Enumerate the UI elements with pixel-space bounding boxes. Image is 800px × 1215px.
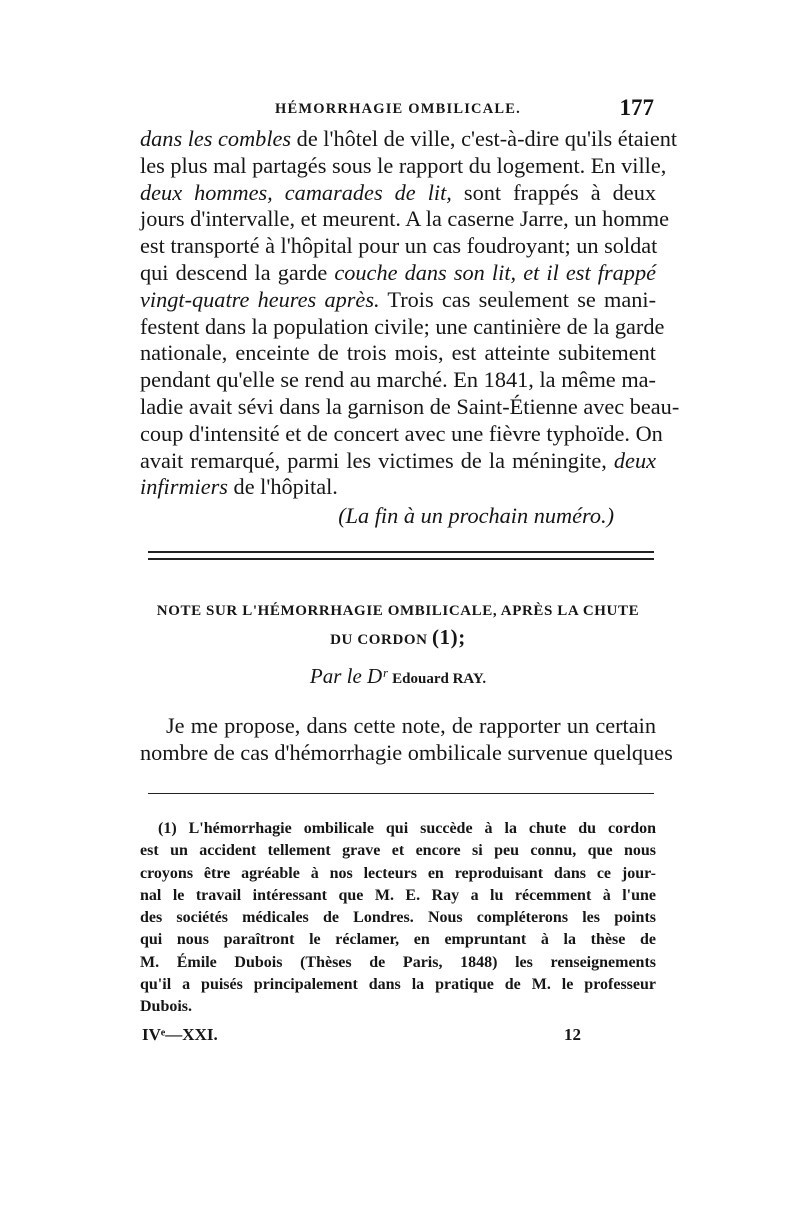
italic-phrase: vingt-quatre heures après. — [140, 286, 380, 312]
page-footer — [140, 1025, 656, 1055]
body-line — [140, 420, 663, 448]
signature-mark: IVᵉ—XXI. — [142, 1025, 218, 1044]
text-run: sont frappés à deux — [451, 179, 656, 205]
body-paragraph — [140, 126, 680, 501]
article-title-line-2 — [140, 624, 656, 653]
article-title-line-2-text: DU CORDON — [330, 632, 428, 648]
section-divider — [148, 551, 654, 560]
text-run: festent dans la population civile; une cantinière de la garde — [140, 313, 665, 339]
footnote-line: des sociétés médicales de Londres. Nous compléterons les points — [140, 909, 656, 927]
italic-phrase: dans les combles — [140, 126, 292, 151]
author-name: Edouard RAY. — [392, 671, 487, 687]
body-line — [140, 313, 665, 341]
page-number: 177 — [619, 95, 654, 120]
text-run: les plus mal partagés sous le rapport du logement. En ville, — [140, 152, 667, 178]
footnote-line: est un accident tellement grave et encore si peu connu, que nous — [140, 842, 656, 860]
footnote-reference: (1); — [431, 625, 466, 649]
intro-line: Je me propose, dans cette note, de rapporter un certain — [166, 713, 656, 738]
footnote-divider — [148, 793, 654, 794]
body-line — [140, 287, 656, 314]
text-run: nationale, enceinte de trois mois, est atteinte subitement — [140, 340, 656, 366]
running-head — [140, 95, 656, 125]
sheet-number: 12 — [564, 1025, 581, 1044]
text-run: de l'hôpital. — [227, 474, 338, 500]
footnote-line: Dubois. — [140, 998, 193, 1016]
body-line — [140, 260, 656, 287]
text-run: ladie avait sévi dans la garnison de Saint-Étienne avec beau- — [140, 393, 680, 419]
body-line — [140, 233, 656, 260]
footnote-line: qui nous paraîtront le réclamer, en empruntant à la thèse de — [140, 931, 656, 949]
article-title — [140, 598, 656, 653]
article-intro — [140, 712, 673, 766]
footnote-line: croyons être agréable à nos lecteurs en reproduisant dans ce jour- — [140, 864, 656, 882]
body-line — [140, 393, 680, 421]
footnote-line: (1) L'hémorrhagie ombilicale qui succède à la chute du cordon — [158, 820, 656, 837]
body-line — [140, 126, 678, 153]
footnote-line: qu'il a puisés principalement dans la pratique de M. le professeur — [140, 976, 656, 994]
byline-prefix: Par le Dʳ — [309, 664, 387, 688]
running-head-title: HÉMORRHAGIE OMBILICALE. — [275, 101, 521, 117]
text-run: jours d'intervalle, et meurent. A la caserne Jarre, un homme — [140, 206, 670, 232]
body-line — [140, 367, 656, 394]
body-line — [140, 152, 667, 180]
article-title-line-1: NOTE SUR L'HÉMORRHAGIE OMBILICALE, APRÈS LA CHUTE — [156, 603, 640, 619]
text-run: Trois cas seulement se mani- — [379, 286, 657, 312]
text-run: coup d'intensité et de concert avec une fièvre typhoïde. On — [140, 420, 663, 446]
italic-phrase: couche dans son lit, et il est frappé — [334, 259, 656, 285]
author-byline — [140, 664, 656, 689]
body-line — [140, 448, 656, 475]
text-run: avait remarqué, parmi les victimes de la méningite, — [140, 447, 614, 473]
italic-phrase: deux hommes, camarades de lit, — [140, 179, 452, 205]
text-run: qui descend la garde — [140, 259, 335, 285]
body-line — [140, 206, 670, 233]
text-run: de l'hôtel de ville, c'est-à-dire qu'ils étaient — [291, 126, 678, 151]
body-line — [140, 474, 656, 501]
body-line — [140, 340, 656, 367]
body-line — [140, 180, 656, 207]
text-run: est transporté à l'hôpital pour un cas foudroyant; un soldat — [140, 233, 658, 259]
footnote — [140, 818, 656, 1019]
continuation-note: (La fin à un prochain numéro.) — [338, 503, 614, 528]
footnote-line: nal le travail intéressant que M. E. Ray a lu récemment à l'une — [140, 886, 656, 904]
footnote-line: M. Émile Dubois (Thèses de Paris, 1848) les renseignements — [140, 953, 656, 971]
italic-phrase: deux — [613, 447, 656, 473]
italic-phrase: infirmiers — [140, 474, 228, 500]
text-run: pendant qu'elle se rend au marché. En 1841, la même ma- — [140, 367, 656, 393]
intro-line: nombre de cas d'hémorrhagie ombilicale survenue quelques — [140, 740, 673, 765]
